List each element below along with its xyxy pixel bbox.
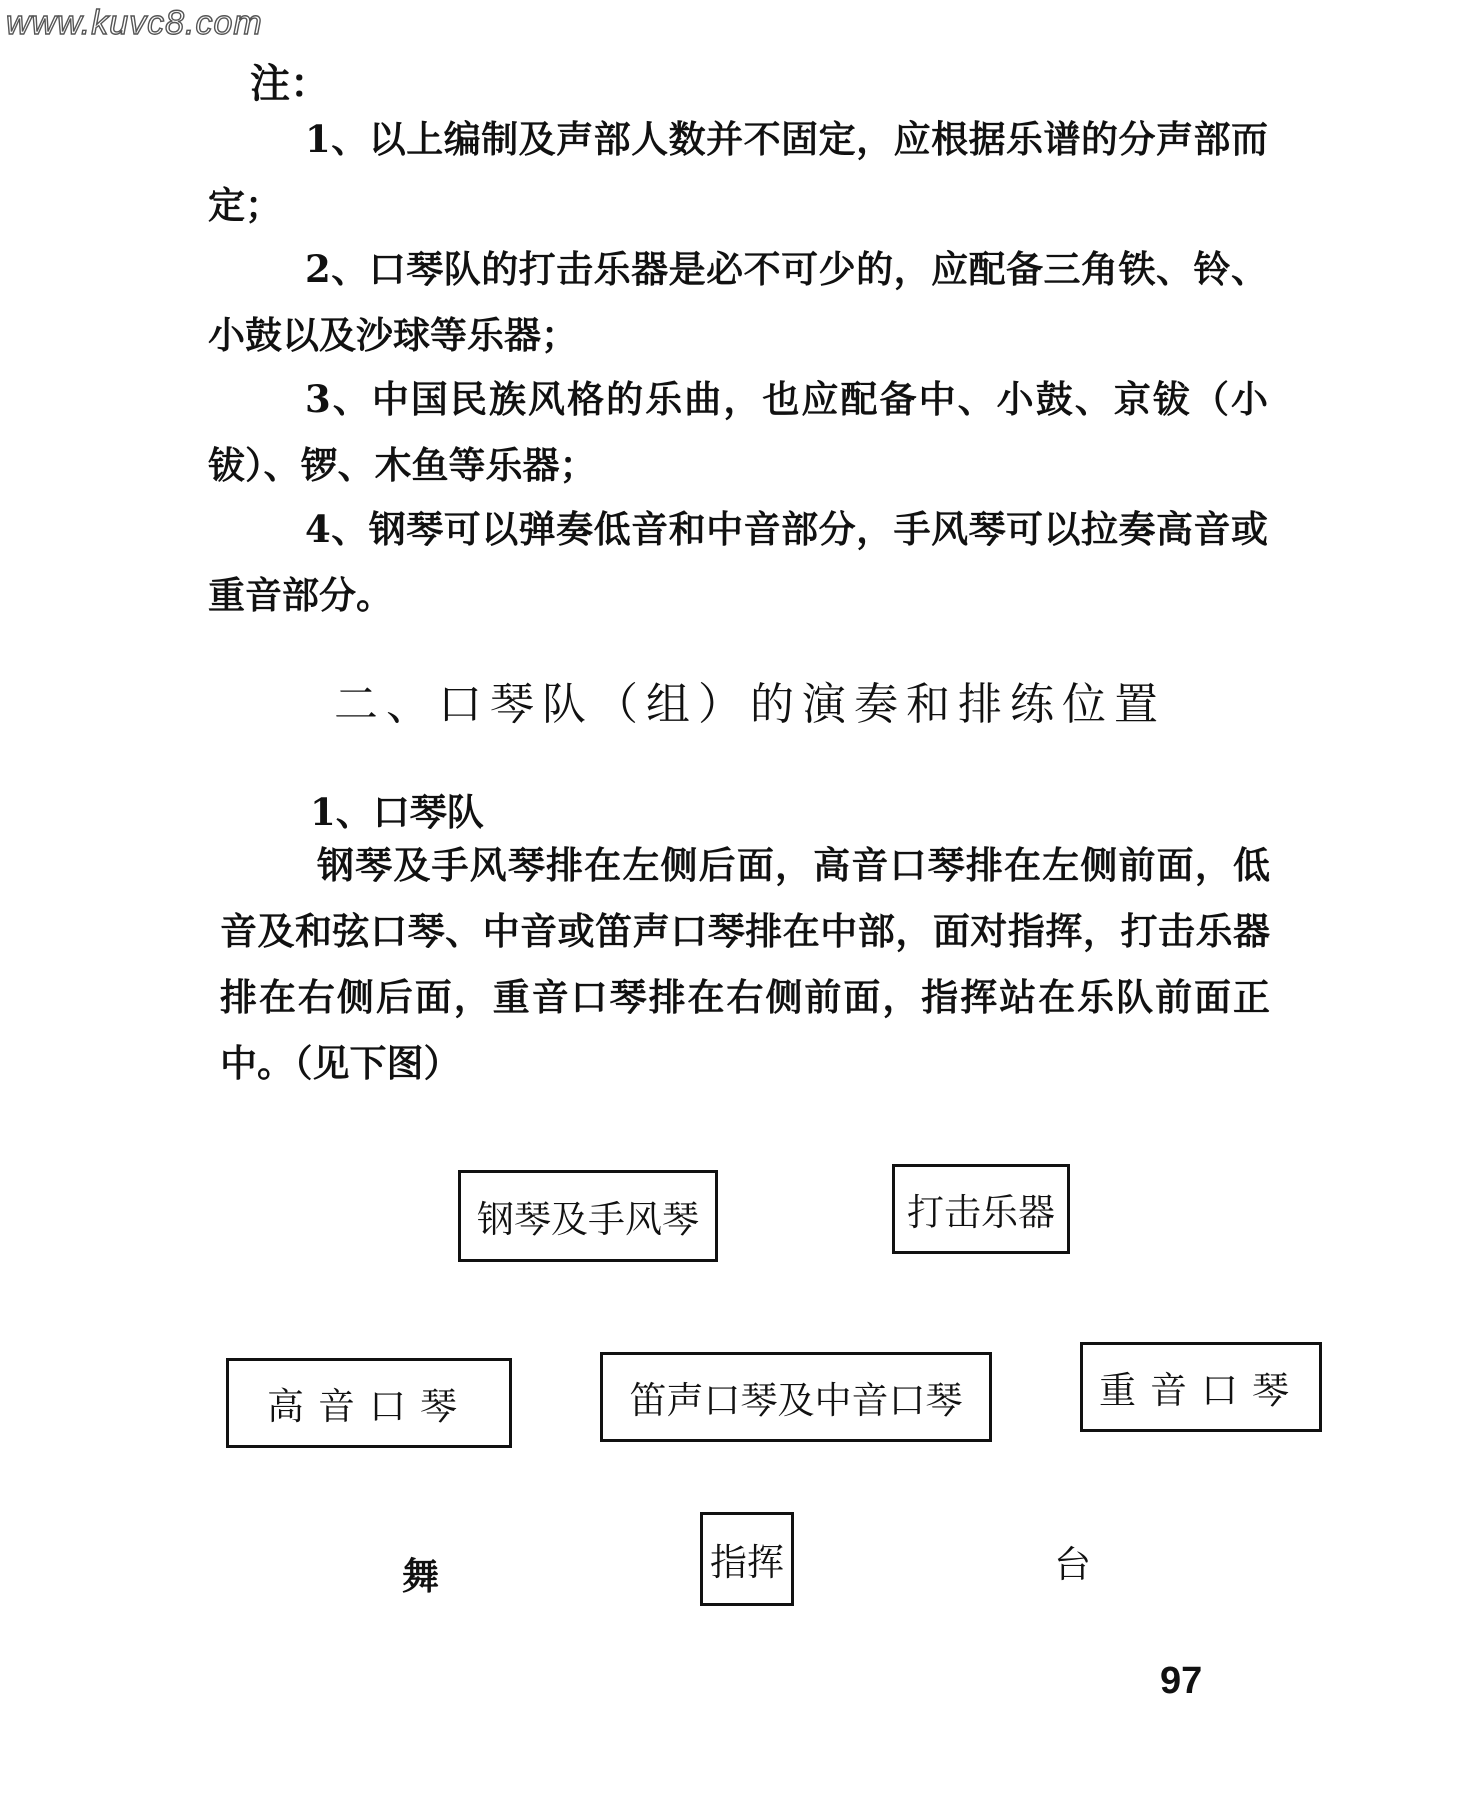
- watermark-text: www.kuvc8.com: [6, 4, 263, 42]
- page-number: 97: [1160, 1660, 1203, 1702]
- diagram-box-piano-accordion: 钢琴及手风琴: [458, 1170, 718, 1262]
- section-title: 二、口琴队（组）的演奏和排练位置: [334, 679, 1166, 730]
- diagram-box-bass-harmonica: 重音口琴: [1080, 1342, 1322, 1432]
- note-item-2: 2、口琴队的打击乐器是必不可少的，应配备三角铁、铃、小鼓以及沙球等乐器；: [208, 247, 1268, 357]
- sub-title: 1、口琴队: [310, 790, 484, 834]
- diagram-box-percussion: 打击乐器: [892, 1164, 1070, 1254]
- notes-label: 注：: [250, 60, 330, 107]
- note-item-1: 1、以上编制及声部人数并不固定，应根据乐谱的分声部而定；: [208, 117, 1268, 227]
- diagram-box-flute-mid-harmonica: 笛声口琴及中音口琴: [600, 1352, 992, 1442]
- diagram-box-conductor: 指挥: [700, 1512, 794, 1606]
- body-paragraph: 钢琴及手风琴排在左侧后面，高音口琴排在左侧前面，低音及和弦口琴、中音或笛声口琴排在中部，面对指挥，打击乐器排在右侧后面，重音口琴排在右侧前面，指挥站在乐队前面正中。（见下图）: [220, 843, 1270, 1085]
- stage-label-left: 舞: [402, 1554, 439, 1598]
- stage-label-right: 台: [1054, 1543, 1091, 1586]
- diagram-box-high-harmonica: 高音口琴: [226, 1358, 512, 1448]
- note-item-3: 3、中国民族风格的乐曲，也应配备中、小鼓、京钹（小钹）、锣、木鱼等乐器；: [208, 377, 1268, 487]
- note-item-4: 4、钢琴可以弹奏低音和中音部分，手风琴可以拉奏高音或重音部分。: [208, 507, 1268, 617]
